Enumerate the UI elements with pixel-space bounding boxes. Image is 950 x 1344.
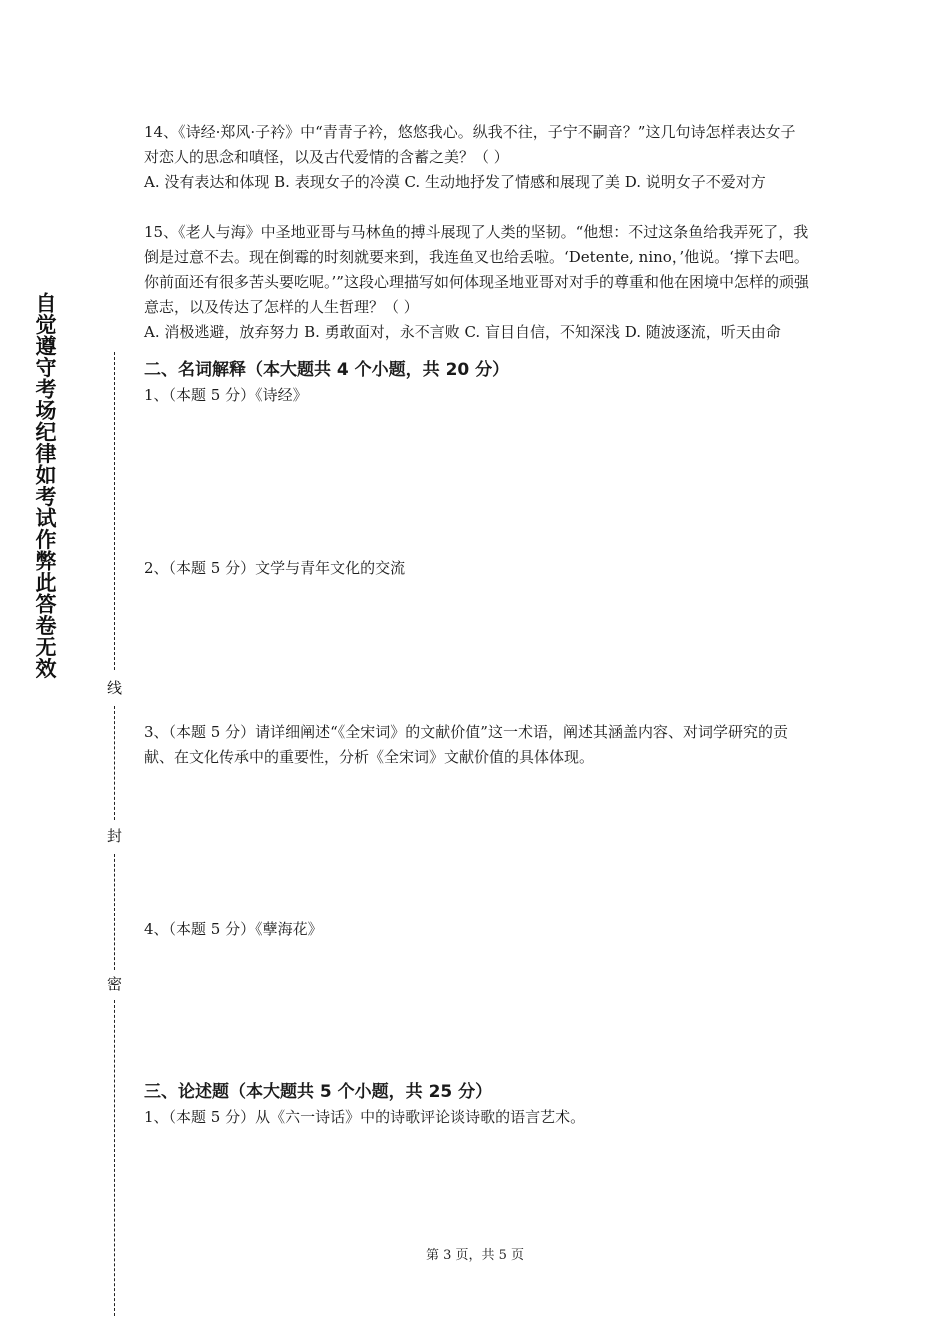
essay-question-1: 1、（本题 5 分）从《六一诗话》中的诗歌评论谈诗歌的语言艺术。 (144, 1108, 586, 1126)
binding-dashed-line-segment (114, 854, 115, 970)
question-15 (144, 220, 810, 345)
question-14 (144, 120, 810, 195)
question-options: A. 消极逃避，放弃努力 B. 勇敢面对，永不言败 C. 盲目自信，不知深浅 D. 随波逐流，听天由命 (144, 323, 781, 341)
section-2-title: 二、名词解释（本大题共 4 个小题，共 20 分） (144, 360, 510, 380)
exam-rules-notice: 自觉遵守考场纪律如考试作弊此答卷无效 (33, 292, 57, 679)
term-question-4: 4、（本题 5 分）《孽海花》 (144, 920, 323, 938)
section-3-title: 三、论述题（本大题共 5 个小题，共 25 分） (144, 1082, 493, 1102)
term-question-1: 1、（本题 5 分）《诗经》 (144, 386, 308, 404)
binding-label-line: 线 (105, 680, 123, 695)
binding-label-secret: 密 (105, 976, 123, 991)
question-options: A. 没有表达和体现 B. 表现女子的冷漠 C. 生动地抒发了情感和展现了美 D. 说明女子不爱对方 (144, 173, 766, 191)
binding-dashed-line-segment (114, 706, 115, 820)
question-stem: 15、《老人与海》中圣地亚哥与马林鱼的搏斗展现了人类的坚韧。“他想：不过这条鱼给我弄死了，我倒是过意不去。现在倒霉的时刻就要来到，我连鱼叉也给丢啦。‘Detente, nino，’他说。‘撑下去吧。你前面还有很多苦头要吃呢。’”这段心理描写如何体现圣地亚哥对对手的尊重和他在困境中怎样的顽强意志，以及传达了怎样的人生哲理？（ ） (144, 223, 809, 316)
question-stem: 14、《诗经·郑风·子衿》中“青青子衿，悠悠我心。纵我不往，子宁不嗣音？”这几句诗怎样表达女子对恋人的思念和嗔怪，以及古代爱情的含蓄之美？（ ） (144, 123, 796, 166)
exam-content (144, 120, 810, 1130)
term-question-3: 3、（本题 5 分）请详细阐述“《全宋词》的文献价值”这一术语，阐述其涵盖内容、对词学研究的贡献、在文化传承中的重要性，分析《全宋词》文献价值的具体体现。 (144, 723, 788, 766)
binding-dashed-line-segment (114, 1000, 115, 1316)
term-question-2: 2、（本题 5 分）文学与青年文化的交流 (144, 559, 406, 577)
binding-label-seal: 封 (105, 828, 123, 843)
page-footer: 第 3 页，共 5 页 (425, 1248, 525, 1263)
binding-dashed-line-segment (114, 352, 115, 670)
